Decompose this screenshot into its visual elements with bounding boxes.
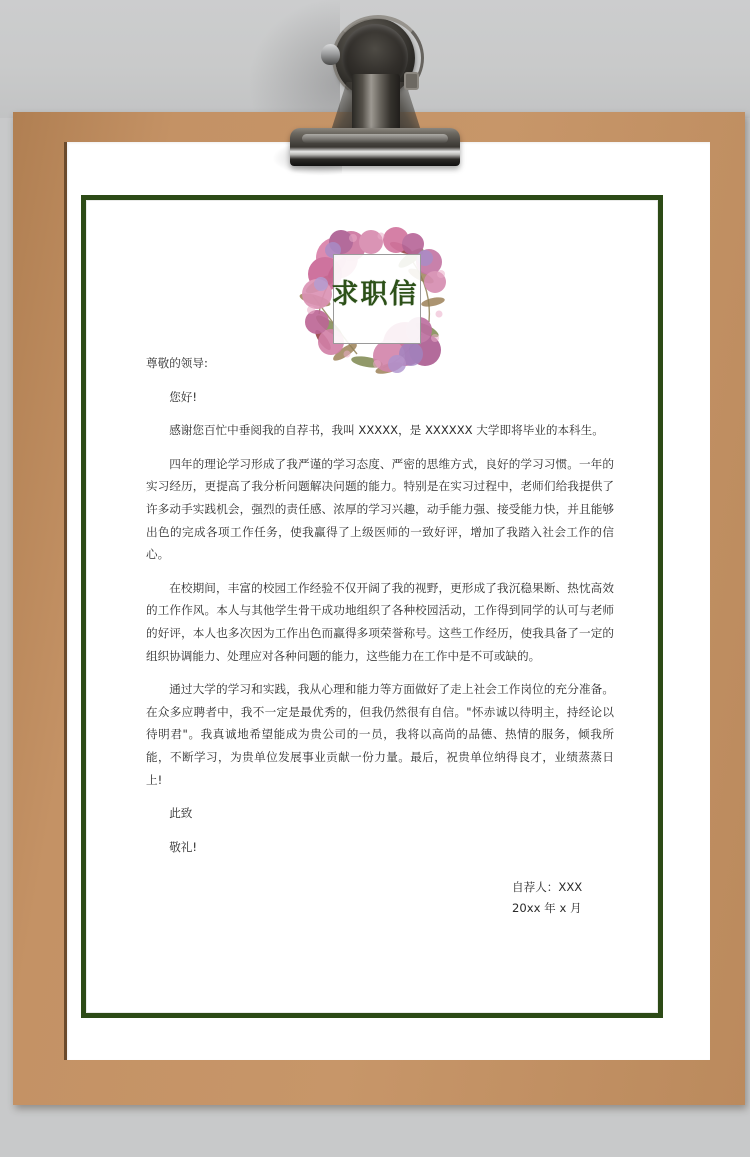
letter-body — [146, 352, 614, 915]
signature-name: 自荐人：XXX — [512, 880, 583, 894]
paragraph-1: 感谢您百忙中垂阅我的自荐书，我叫 XXXXX，是 XXXXXX 大学即将毕业的本科生。 — [169, 423, 604, 438]
closing-line-1: 此致 — [169, 806, 193, 821]
signature-date: 20xx 年 x 月 — [512, 901, 582, 915]
page-title: 求职信 — [331, 279, 419, 310]
clip-handle-tab — [404, 72, 419, 90]
salutation: 尊敬的领导: — [146, 356, 208, 370]
clip-hole — [321, 44, 340, 65]
closing-line-2: 敬礼! — [169, 839, 198, 854]
paragraph-4: 通过大学的学习和实践，我从心理和能力等方面做好了走上社会工作岗位的充分准备。在众多应聘者中，我不一定是最优秀的，但我仍然很有自信。"怀赤诚以待明主，持经论以待明君"。我真诚地希望能成为贵公司的一员，我将以高尚的品德、热情的服务，倾我所能，不断学习，为贵单位发展事业贡献一份力量。最后，祝贵单位纳得良才，业绩蒸蒸日上! — [146, 682, 614, 787]
greeting: 您好! — [169, 389, 198, 404]
paragraph-3: 在校期间，丰富的校园工作经验不仅开阔了我的视野，更形成了我沉稳果断、热忱高效的工作作风。本人与其他学生骨干成功地组织了各种校园活动，工作得到同学的认可与老师的好评，本人也多次因为工作出色而赢得多项荣誉称号。这些工作经历，使我具备了一定的组织协调能力、处理应对各种问题的能力，这些能力在工作中是不可或缺的。 — [146, 580, 614, 663]
clip-bar-highlight — [302, 134, 448, 143]
paragraph-2: 四年的理论学习形成了我严谨的学习态度、严密的思维方式，良好的学习习惯。一年的实习经历，更提高了我分析问题解决问题的能力。特别是在实习过程中，老师们给我提供了许多动手实践机会，强烈的责任感、浓厚的学习兴趣，动手能力强、接受能力快，并且能够出色的完成各项工作任务，使我赢得了上级医师的一致好评，增加了我踏入社会工作的信心。 — [146, 456, 614, 562]
signature-block — [512, 877, 614, 919]
binder-clip-icon — [290, 18, 460, 176]
